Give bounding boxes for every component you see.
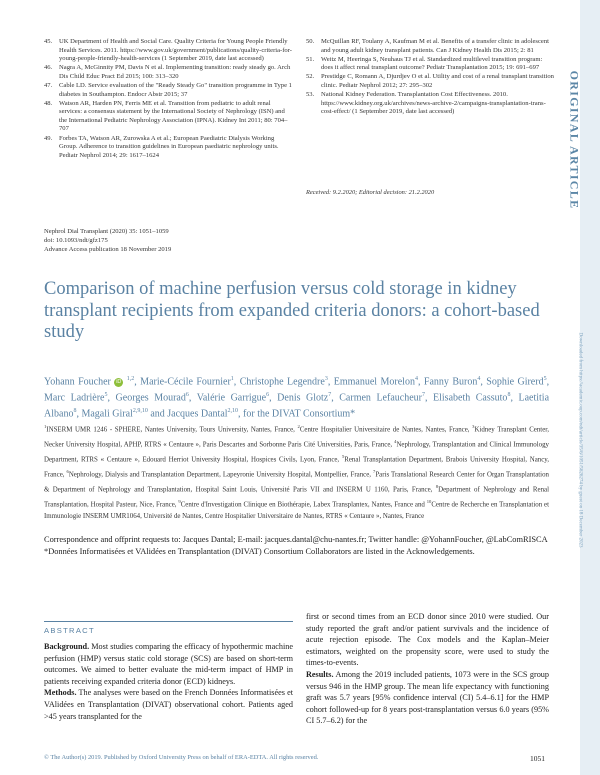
- author-name[interactable]: Magali Giral: [81, 408, 133, 420]
- journal-citation: Nephrol Dial Transplant (2020) 35: 1051–1059: [44, 228, 169, 235]
- affiliation-text: Centre d'Investigation Clinique en Biothérapie, Labex Transplantex, Nantes, France and: [180, 501, 427, 509]
- affiliation-text: INSERM UMR 1246 - SPHERE, Nantes University, Tours University, Nantes, France,: [46, 426, 298, 434]
- page-number: 1051: [530, 754, 545, 763]
- reference-number: 47.: [44, 81, 53, 89]
- reference-number: 48.: [44, 99, 53, 107]
- consortium-note: *Données Informatisées et VAlidées en Transplantation (DIVAT) Consortium Collaborators are listed in the Acknowledgements.: [44, 546, 475, 556]
- reference-text: National Kidney Federation. Transplantation Cost Effectiveness. 2010. https://www.kidney.org.uk/archives/news-archive-2/campaigns-transplantation-trans-cost-effect/ (1 September 2019, date last accessed): [321, 91, 546, 116]
- reference-text: Weitz M, Heeringa S, Neuhaus TJ et al. Standardized multilevel transition program: does it affect renal transplant outcome? Pediatr Transplantation 2015; 19: 691–697: [321, 55, 543, 72]
- affiliation-number: 9: [178, 499, 181, 504]
- author-name[interactable]: Sophie Girerd: [486, 376, 544, 388]
- author-name[interactable]: Fanny Buron: [423, 376, 478, 388]
- author-separator: , for the DIVAT Consortium*: [238, 408, 356, 420]
- reference-number: 53.: [306, 91, 315, 99]
- abstract-rule: [44, 621, 293, 622]
- author-affiliation-ref: 5: [543, 376, 547, 382]
- author-separator: ,: [76, 408, 82, 420]
- author-name[interactable]: Valérie Garrigue: [196, 392, 267, 404]
- author-separator: ,: [480, 376, 487, 388]
- reference-number: 45.: [44, 38, 53, 45]
- abstract-right-column: [306, 611, 549, 727]
- affiliation-number: 2: [297, 424, 300, 429]
- author-separator: ,: [327, 376, 334, 388]
- author-affiliation-ref: 6: [185, 391, 189, 398]
- affiliation-number: 3: [472, 424, 475, 429]
- affiliation-number: 7: [373, 469, 376, 474]
- author-affiliation-ref: 3: [324, 376, 328, 382]
- reference-item: [306, 56, 554, 73]
- methods-label: Methods.: [44, 688, 77, 698]
- background-label: Background.: [44, 642, 90, 651]
- affiliations: [44, 421, 549, 523]
- copyright: © The Author(s) 2019. Published by Oxford University Press on behalf of ERA-EDTA. All rights reserved.: [44, 754, 319, 761]
- reference-text: Nagra A, McGinnity PM, Davis N et al. Implementing transition: ready steady go. Arch Dis Child Educ Pract Ed 2015; 100: 313–320: [59, 64, 291, 80]
- author-name[interactable]: Yohann Foucher: [44, 376, 111, 388]
- article-type-label: ORIGINAL ARTICLE: [567, 70, 582, 210]
- article-meta: [44, 228, 171, 254]
- orcid-icon[interactable]: iD: [116, 378, 122, 385]
- reference-text: Cable LD. Service evaluation of the "Ready Steady Go" transition programme in Type 1 diabetes in Southampton. Endocr Abstr 2015; 37: [59, 81, 292, 98]
- background-text: Most studies comparing the efficacy of hypothermic machine perfusion (HMP) versus static cold storage (SCS) are based on short-term outcomes. We aimed to better evaluate the mid-term impact of HMP in patients receiving expanded criteria donor (ECD) kidneys.: [44, 642, 293, 686]
- author-affiliation-ref: 1: [230, 376, 234, 382]
- reference-item: [44, 135, 294, 161]
- correspondence-block: [44, 534, 549, 557]
- author-separator: ,: [417, 376, 424, 388]
- abstract-left-column: [44, 641, 293, 722]
- received-dates: Received: 9.2.2020; Editorial decision: 21.2.2020: [306, 189, 435, 196]
- reference-item: [306, 38, 554, 55]
- affiliation-number: 5: [341, 454, 345, 459]
- reference-text: McQuillan RF, Toulany A, Kaufman M et al. Benefits of a transfer clinic in adolescent and young adult kidney transplant patients. Can J Kidney Health Dis 2015; 2: 81: [321, 38, 549, 54]
- reference-item: [306, 73, 554, 90]
- author-affiliation-ref: 7: [421, 391, 425, 398]
- reference-item: [44, 100, 294, 134]
- article-title: Comparison of machine perfusion versus cold storage in kidney transplant recipients from expanded criteria donors: a cohort-based study: [44, 279, 540, 342]
- author-separator: ,: [134, 376, 141, 388]
- affiliation-number: 10: [426, 499, 432, 504]
- affiliation-text: Renal Transplantation Department, Brabois University Hospital, Nancy, France,: [44, 456, 549, 479]
- advance-access: Advance Access publication 18 November 2019: [44, 245, 172, 253]
- author-name[interactable]: Elisabeth Cassuto: [433, 392, 508, 404]
- reference-text: Watson AR, Harden PN, Ferris ME et al. Transition from pediatric to adult renal services: a consensus statement by the International Society of Nephrology (ISN) and the International Pediatric Nephrology Association (IPNA). Kidney Int 2011; 80: 704–707: [59, 99, 288, 133]
- author-affiliation-ref: 8: [507, 391, 511, 398]
- affiliation-text: Kidney Transplant Center, Necker University Hospital, APHP, RTRS « Centaure », Paris Descartes and Sorbonne Paris Cité Universities, Paris, France,: [44, 426, 550, 449]
- correspondence: Correspondence and offprint requests to: Jacques Dantal; E-mail: jacques.dantal@chu-nantes.fr; Twitter handle: @YohannFoucher, @LabComRISCA: [44, 535, 548, 544]
- author-name[interactable]: Jacques Dantal: [167, 408, 228, 420]
- author-name[interactable]: Marc Ladrière: [44, 392, 105, 404]
- author-separator: ,: [269, 392, 278, 404]
- affiliation-text: Department of Nephrology and Renal Transplantation, Hospital Pasteur, Nice, France,: [44, 486, 549, 509]
- author-list: [44, 373, 549, 421]
- author-name[interactable]: Emmanuel Morelon: [333, 376, 415, 388]
- methods-text-left: The analyses were based on the French Données Informatisées et VAlidées en Transplantation (DIVAT) observational cohort. Patients aged >45 years transplanted for the: [44, 688, 293, 721]
- author-affiliation-ref: 4: [477, 376, 481, 382]
- affiliation-text: Nephrology, Transplantation and Clinical Immunology Department, RTRS « Centaure », Edouard Herriot University Hospital, Hospices Civils, Lyon, France,: [44, 441, 549, 464]
- abstract-heading: ABSTRACT: [44, 626, 95, 635]
- references-left-column: [44, 38, 294, 161]
- reference-number: 49.: [44, 134, 53, 142]
- author-name[interactable]: Georges Mourad: [115, 392, 186, 404]
- affiliation-text: Centre de Recherche en Transplantation et Immunologie INSERM UMR1064, Université de Nantes, Centre Hospitalier Universitaire de Nantes, RTRS « Centaure », Nantes, France: [44, 501, 549, 520]
- affiliation-number: 1: [44, 424, 47, 429]
- references-right-column: [306, 38, 554, 117]
- author-affiliation-ref: 6: [266, 391, 270, 398]
- author-separator: ,: [233, 376, 240, 388]
- page-footer: [44, 754, 549, 764]
- affiliation-number: 4: [394, 439, 397, 444]
- author-separator: ,: [188, 392, 197, 404]
- author-name[interactable]: Christophe Legendre: [239, 376, 325, 388]
- reference-number: 46.: [44, 64, 53, 72]
- affiliation-text: Centre Hospitalier Universitaire de Nantes, Nantes, France,: [299, 426, 473, 434]
- download-notice[interactable]: Downloaded from https://academic.oup.com/ndt/article/35/6/1051/5626274 by guest on 18 December 2023: [577, 332, 583, 548]
- author-affiliation-ref: 2,10: [227, 407, 239, 414]
- author-separator: ,: [424, 392, 434, 404]
- reference-text: Forbes TA, Watson AR, Zurowska A et al.; European Paediatric Dialysis Working Group. Adherence to transition guidelines in European paediatric nephrology units. Pediatr Nephrol 2014; 29: 1617–1624: [59, 134, 279, 159]
- author-separator: ,: [107, 392, 116, 404]
- affiliation-number: 6: [66, 469, 69, 474]
- author-separator: ,: [546, 376, 550, 388]
- methods-text-right: first or second times from an ECD donor since 2010 were studied. Our study reported the graft and/or patient survivals and the incidence of acute rejection episode. The Cox models and the Kaplan–Meier estimators, weighted on the propensity score, were used to study the times-to-events.: [306, 612, 549, 668]
- author-separator: and: [147, 408, 168, 420]
- reference-number: 50.: [306, 38, 315, 45]
- author-separator: ,: [510, 392, 519, 404]
- affiliation-text: Paris Translational Research Center for Organ Transplantation & Department of Nephrology and Transplantation, Hospital Saint Louis, Université Paris VII and INSERM U 1160, Paris, France,: [44, 471, 549, 494]
- reference-item: [306, 91, 554, 117]
- affiliation-number: 8: [435, 484, 439, 489]
- reference-item: [44, 82, 294, 99]
- reference-number: 52.: [306, 73, 315, 81]
- author-name[interactable]: Denis Glotz: [277, 392, 329, 404]
- results-label: Results.: [306, 669, 334, 679]
- author-name[interactable]: Marie-Cécile Fournier: [140, 376, 231, 388]
- author-affiliation-ref: 7: [328, 391, 332, 398]
- results-text: Among the 2019 included patients, 1073 were in the SCS group versus 946 in the HMP group. The mean life expectancy with functioning graft was 5.7 years [95% confidence interval (CI) 5.4–6.1] for the HMP cohort followed-up for 8 years post-transplantation versus 6.0 years (95% CI 5.7–6.2) for the: [306, 669, 549, 726]
- author-separator: ,: [331, 392, 340, 404]
- author-name[interactable]: Laetitia Albano: [44, 392, 550, 420]
- affiliation-text: Nephrology, Dialysis and Transplantation Department, Lapeyronie University Hospital, Montpellier, France,: [68, 471, 374, 479]
- author-affiliation-ref: 8: [73, 407, 77, 414]
- reference-item: [44, 64, 294, 81]
- reference-number: 51.: [306, 55, 315, 63]
- author-affiliation-ref: 2,9,10: [132, 407, 148, 414]
- author-affiliation-ref: 5: [104, 391, 108, 398]
- author-affiliation-ref: 1,2: [126, 376, 135, 382]
- author-affiliation-ref: 4: [414, 376, 418, 382]
- doi[interactable]: doi: 10.1093/ndt/gfz175: [44, 236, 108, 244]
- reference-text: UK Department of Health and Social Care. Quality Criteria for Young People Friendly Health Services. 2011. https://www.gov.uk/government/publications/quality-criteria-for-young-people-friendly-health-services (1 September 2019, date last accessed): [59, 38, 292, 63]
- author-name[interactable]: Carmen Lefaucheur: [339, 392, 422, 404]
- reference-item: [44, 38, 294, 64]
- reference-text: Prestidge C, Romann A, Djurdjev O et al. Utility and cost of a renal transplant transition clinic. Pediatr Nephrol 2012; 27: 295–302: [321, 73, 554, 89]
